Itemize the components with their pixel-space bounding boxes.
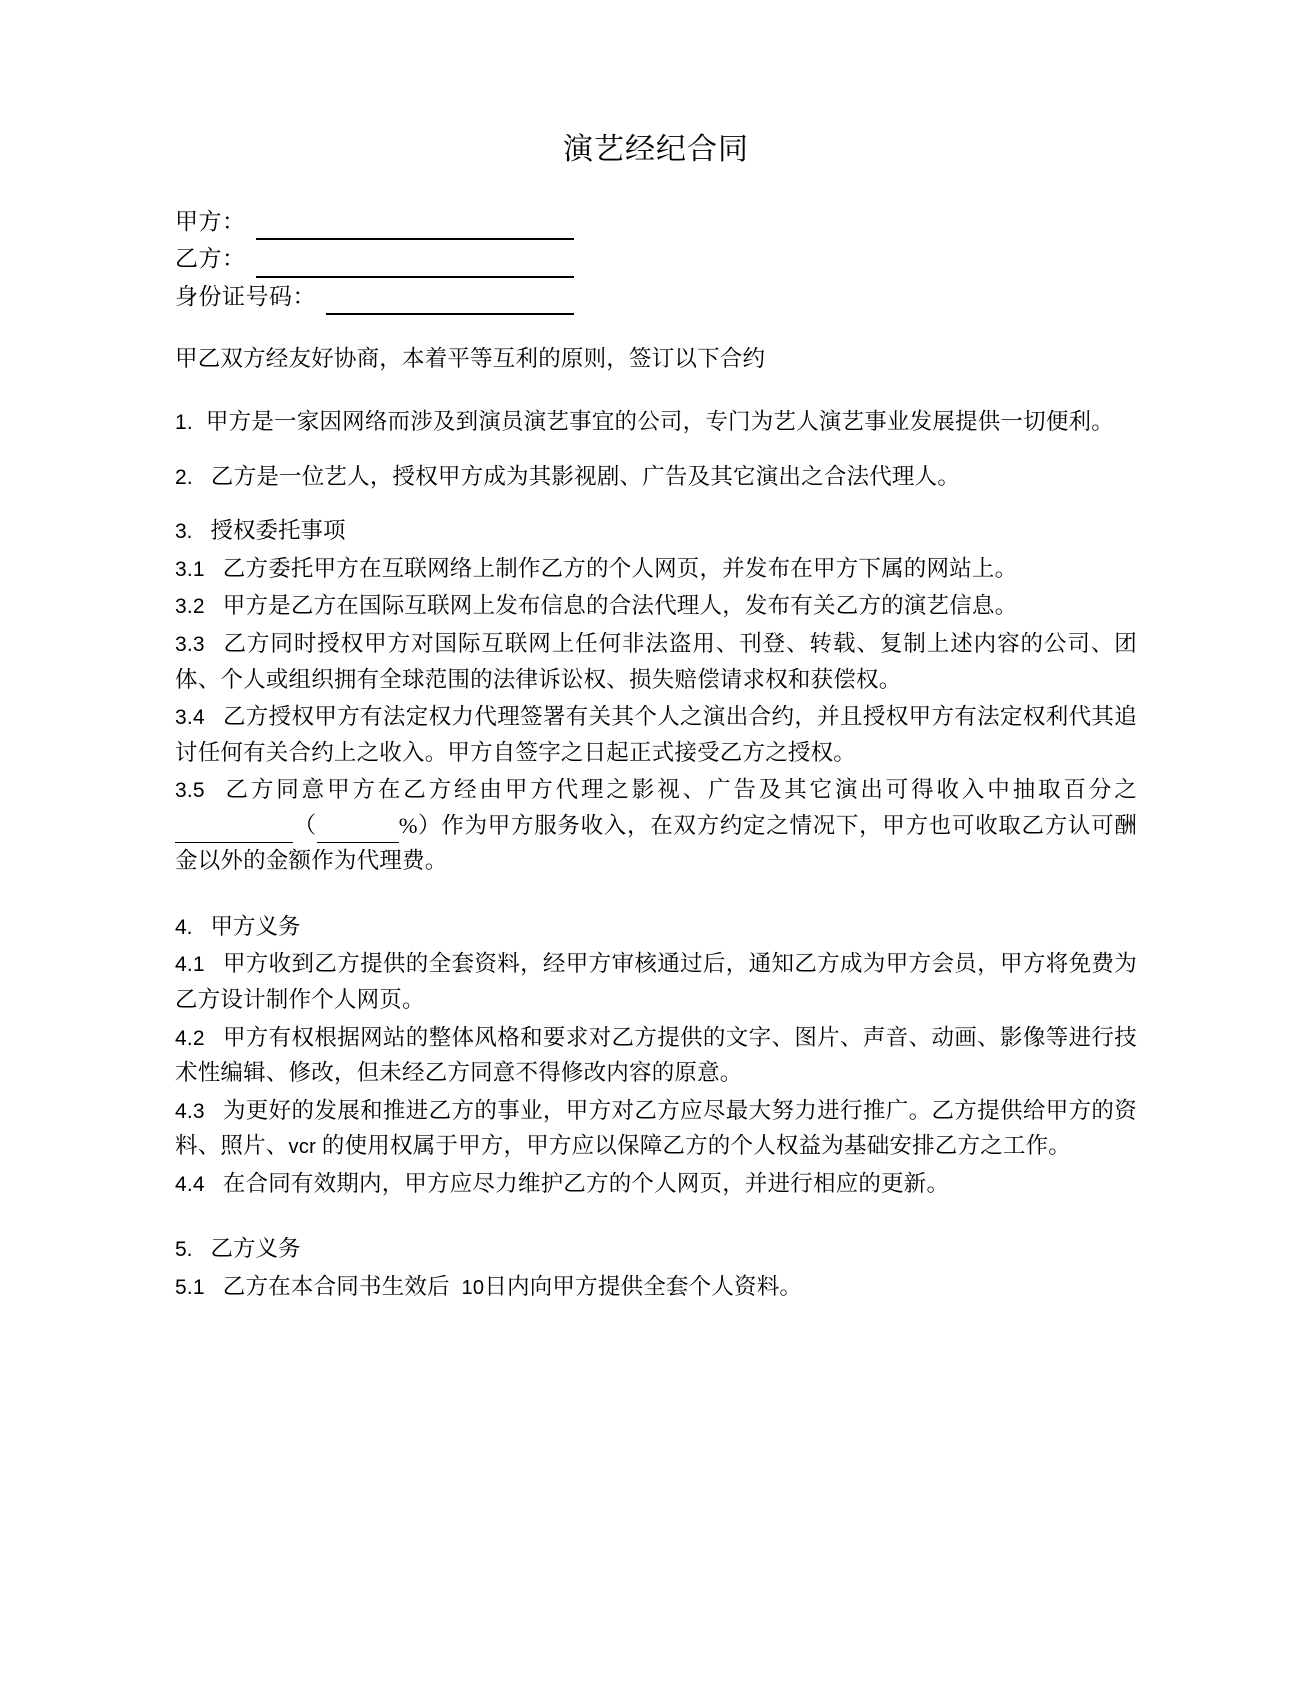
section-3-title: 授权委托事项 bbox=[210, 518, 346, 544]
page-title: 演艺经纪合同 bbox=[563, 133, 749, 166]
clause-3-1-number: 3.1 bbox=[175, 557, 205, 581]
section-5-number: 5. bbox=[175, 1238, 193, 1262]
clause-4-1-text: 甲方收到乙方提供的全套资料，经甲方审核通过后，通知乙方成为甲方会员，甲方将免费为乙方设计制作个人网页。 bbox=[175, 951, 1137, 1012]
clause-4-2-number: 4.2 bbox=[175, 1026, 205, 1050]
clause-5-1-text-lead: 乙方在本合同书生效后 bbox=[222, 1273, 450, 1299]
clause-4-2-text: 甲方有权根据网站的整体风格和要求对乙方提供的文字、图片、声音、动画、影像等进行技术性编辑、修改，但未经乙方同意不得修改内容的原意。 bbox=[175, 1024, 1137, 1086]
section-4-number: 4. bbox=[175, 915, 193, 939]
clause-3-1-text: 乙方委托甲方在互联网络上制作乙方的个人网页，并发布在甲方下属的网站上。 bbox=[222, 555, 1018, 581]
clause-4-2 bbox=[175, 1020, 1137, 1091]
clause-4-4-text: 在合同有效期内，甲方应尽力维护乙方的个人网页，并进行相应的更新。 bbox=[222, 1170, 950, 1196]
clause-5-1 bbox=[175, 1269, 1137, 1305]
clause-3-3-number: 3.3 bbox=[175, 633, 205, 657]
clause-4-4 bbox=[175, 1166, 1137, 1202]
clause-4-1-number: 4.1 bbox=[175, 953, 205, 977]
clause-3-1 bbox=[175, 551, 1137, 587]
clause-5-1-days: 10 bbox=[461, 1276, 485, 1299]
clause-3-3 bbox=[175, 626, 1137, 697]
clause-3-4-text: 乙方授权甲方有法定权力代理签署有关其个人之演出合约，并且授权甲方有法定权利代其追讨任何有关合约上之收入。甲方自签字之日起正式接受乙方之授权。 bbox=[175, 704, 1137, 765]
clause-3-3-text: 乙方同时授权甲方对国际互联网上任何非法盗用、刊登、转载、复制上述内容的公司、团体、个人或组织拥有全球范围的法律诉讼权、损失赔偿请求权和获偿权。 bbox=[175, 631, 1137, 692]
party-b-blank[interactable] bbox=[256, 251, 574, 277]
clause-4-4-number: 4.4 bbox=[175, 1172, 205, 1196]
id-number-label: 身份证号码： bbox=[175, 283, 316, 309]
section-4-heading bbox=[175, 909, 1137, 945]
clause-4-1 bbox=[175, 946, 1137, 1017]
party-fields bbox=[175, 203, 1137, 315]
clause-3-4-number: 3.4 bbox=[175, 706, 205, 730]
vcr-term: vcr bbox=[288, 1136, 317, 1159]
clause-3-2-text: 甲方是乙方在国际互联网上发布信息的合法代理人，发布有关乙方的演艺信息。 bbox=[222, 593, 1018, 619]
clause-3-5 bbox=[175, 772, 1137, 879]
party-a-row bbox=[175, 203, 1137, 240]
intro-paragraph: 甲乙双方经友好协商，本着平等互利的原则，签订以下合约 bbox=[175, 345, 766, 371]
clause-1-number: 1. bbox=[175, 411, 193, 435]
party-a-blank[interactable] bbox=[256, 214, 574, 240]
clause-3-5-text-tail: ）作为甲方服务收入，在双方约定之情况下，甲方也可收取乙方认可酬金以外的金额作为代理费。 bbox=[175, 812, 1138, 874]
clause-5-1-number: 5.1 bbox=[175, 1275, 205, 1299]
clause-3-4 bbox=[175, 699, 1137, 770]
clause-4-3-text-lead: 为更好的发展和推进乙方的事业，甲方对乙方应尽最大努力进行推广。乙方提供给甲方的资料、照片、 bbox=[175, 1097, 1137, 1159]
clause-5-1-text-tail: 日内向甲方提供全套个人资料。 bbox=[484, 1273, 803, 1299]
clause-2-text: 乙方是一位艺人，授权甲方成为其影视剧、广告及其它演出之合法代理人。 bbox=[210, 463, 961, 489]
section-3-number: 3. bbox=[175, 520, 193, 544]
party-b-row bbox=[175, 240, 1137, 277]
section-3-heading bbox=[175, 513, 1137, 549]
clause-1-text: 甲方是一家因网络而涉及到演员演艺事宜的公司，专门为艺人演艺事业发展提供一切便利。 bbox=[205, 409, 1114, 435]
clause-4-3-number: 4.3 bbox=[175, 1099, 205, 1123]
percent-number-blank[interactable] bbox=[317, 819, 399, 843]
clause-3-5-number: 3.5 bbox=[175, 779, 205, 803]
id-number-row bbox=[175, 278, 1137, 315]
clause-2-number: 2. bbox=[175, 465, 193, 489]
clause-3-5-percent-word: 百分之 bbox=[1063, 777, 1137, 803]
percent-word-blank[interactable] bbox=[175, 819, 293, 843]
clause-3-5-text-lead: 乙方同意甲方在乙方经由甲方代理之影视、广告及其它演出可得收入中抽取 bbox=[222, 777, 1064, 803]
section-5-heading bbox=[175, 1231, 1137, 1267]
party-a-label: 甲方： bbox=[175, 209, 246, 234]
clause-4-3-text-tail: 的使用权属于甲方，甲方应以保障乙方的个人权益为基础安排乙方之工作。 bbox=[321, 1133, 1072, 1159]
section-5-title: 乙方义务 bbox=[210, 1236, 301, 1262]
id-number-blank[interactable] bbox=[326, 289, 574, 315]
clause-3-2-number: 3.2 bbox=[175, 595, 205, 619]
clause-3-5-open-paren: （ bbox=[293, 812, 317, 838]
party-b-label: 乙方： bbox=[175, 246, 246, 272]
clause-4-3 bbox=[175, 1093, 1137, 1164]
percent-sign: % bbox=[398, 812, 418, 838]
clause-3-2 bbox=[175, 588, 1137, 624]
section-4-title: 甲方义务 bbox=[210, 913, 301, 939]
clause-1 bbox=[175, 404, 1137, 440]
clause-2 bbox=[175, 459, 1137, 495]
